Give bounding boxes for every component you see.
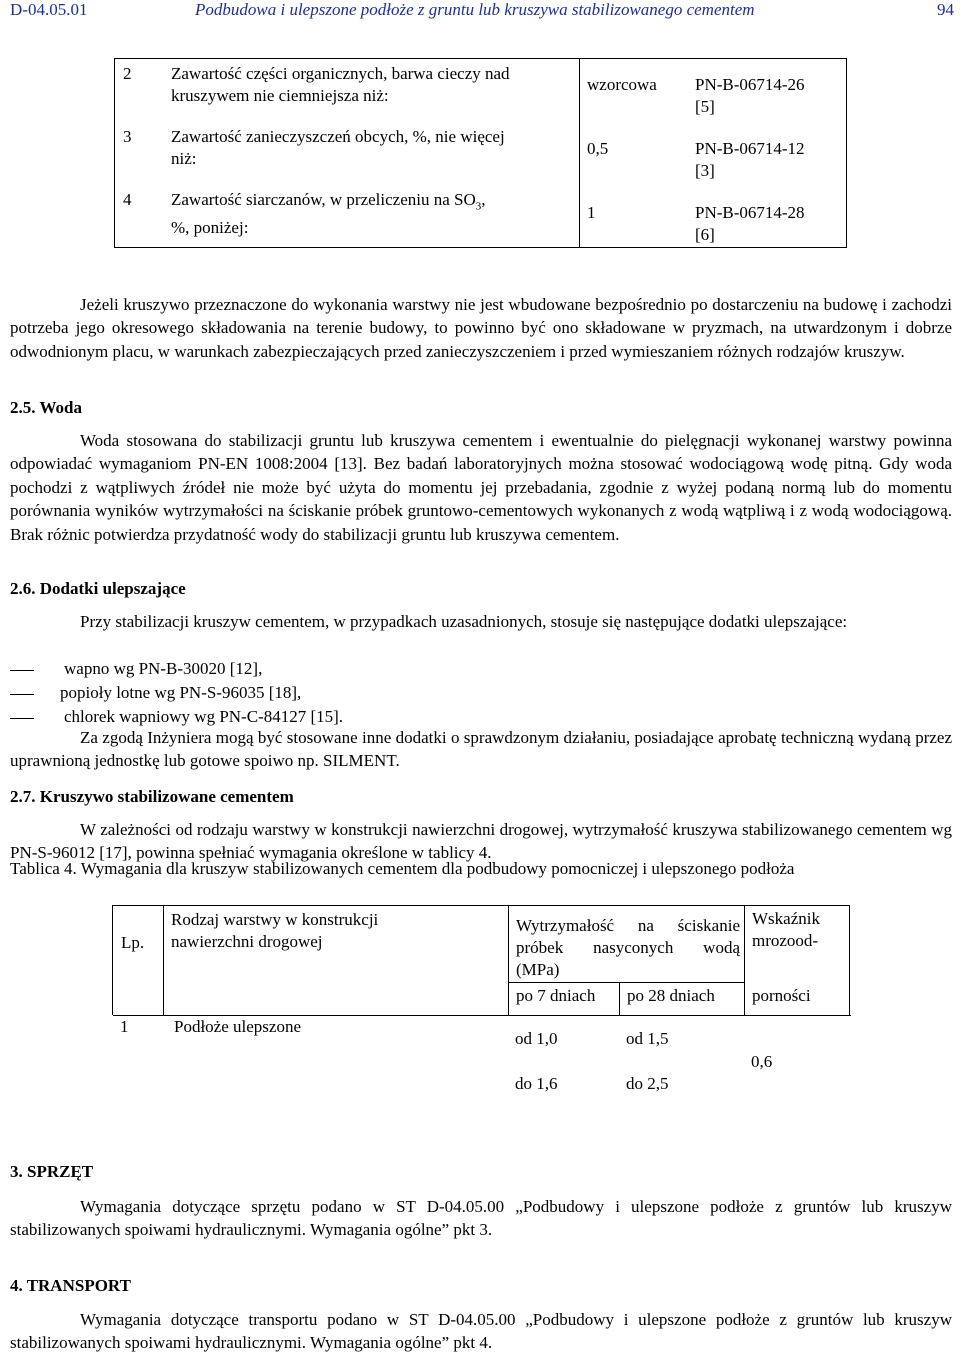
- row-lp: 4: [123, 190, 132, 209]
- section-heading-4: 4. TRANSPORT: [10, 1276, 131, 1295]
- section-heading-3: 3. SPRZĘT: [10, 1162, 94, 1181]
- spec-code: D-04.05.01: [10, 0, 88, 19]
- row-description: [171, 63, 571, 107]
- page-number: 94: [937, 0, 954, 19]
- desc-line: kruszywem nie ciemniejsza niż:: [171, 86, 389, 105]
- table-divider: [508, 906, 509, 1016]
- page-header: [10, 0, 954, 22]
- row-requirement: 0,5: [587, 139, 609, 158]
- header-lp: Lp.: [121, 933, 145, 952]
- row-layer: Podłoże ulepszone: [174, 1017, 301, 1036]
- row-lp: 1: [120, 1017, 129, 1036]
- list-item: wapno wg PN-B-30020 [12],: [10, 657, 262, 680]
- row-description: [171, 126, 571, 170]
- row-requirement: wzorcowa: [587, 75, 657, 94]
- section-heading-2-7: 2.7. Kruszywo stabilizowane cementem: [10, 787, 294, 806]
- section-heading-2-5: 2.5. Woda: [10, 398, 82, 417]
- list-item: chlorek wapniowy wg PN-C-84127 [15].: [10, 705, 343, 728]
- additives-outro: Za zgodą Inżyniera mogą być stosowane inne dodatki o sprawdzonym działaniu, posiadające aprobatę techniczną wydaną przez uprawnioną jednostkę lub gotowe spoiwo np. SILMENT.: [10, 728, 952, 771]
- row-norm: [695, 74, 805, 118]
- row-7-days-from: od 1,0: [515, 1029, 558, 1048]
- strength-table-body: [112, 1015, 850, 1115]
- norm-line: PN-B-06714-12: [695, 139, 805, 158]
- norm-line: PN-B-06714-26: [695, 75, 805, 94]
- desc-line: Zawartość części organicznych, barwa cieczy nad: [171, 64, 510, 83]
- row-description: [171, 189, 571, 239]
- equipment-paragraph: Wymagania dotyczące sprzętu podano w ST D-04.05.00 „Podbudowy i ulepszone podłoże z gruntów lub kruszyw stabilizowanych spoiwami hydraulicznymi. Wymagania ogólne” pkt 3.: [10, 1197, 952, 1240]
- header-strength: Wytrzymałość na ściskanie próbek nasyconych wodą (MPa): [516, 916, 740, 979]
- table-divider: [579, 59, 580, 247]
- row-7-days-to: do 1,6: [515, 1074, 558, 1093]
- strength-table-header: [112, 905, 850, 1015]
- norm-line: [5]: [695, 97, 715, 116]
- header-frost-end: porności: [752, 986, 811, 1005]
- table-divider: [163, 906, 164, 1016]
- norm-line: [6]: [695, 225, 715, 244]
- requirements-table-continued: [114, 58, 847, 248]
- row-requirement: 1: [587, 203, 596, 222]
- desc-line: niż:: [171, 149, 197, 168]
- row-norm: [695, 138, 805, 182]
- desc-line: Zawartość zanieczyszczeń obcych, %, nie więcej: [171, 127, 505, 146]
- norm-line: [3]: [695, 161, 715, 180]
- table-divider: [508, 982, 744, 983]
- spec-title: Podbudowa i ulepszone podłoże z gruntu lub kruszywa stabilizowanego cementem: [195, 0, 755, 19]
- additives-intro: Przy stabilizacji kruszyw cementem, w przypadkach uzasadnionych, stosuje się następujące dodatki ulepszające:: [80, 612, 848, 631]
- desc-line: %, poniżej:: [171, 218, 249, 238]
- water-paragraph: Woda stosowana do stabilizacji gruntu lub kruszywa cementem i ewentualnie do pielęgnacji wykonanej warstwy powinna odpowiadać wymaganiom PN-EN 1008:2004 [13]. Bez badań laboratoryjnych można stosować wodociągową wodę pitną. Gdy woda pochodzi z wątpliwych źródeł nie może być użyta do momentu jej przebadania, zgodnie z wyżej podaną normą lub do momentu porównania wyników wytrzymałości na ściskanie próbek gruntowo-cementowych wykonanych z wodą wątpliwą i z wodą wodociągową. Brak różnic potwierdza przydatność wody do stabilizacji gruntu lub kruszywa cementem.: [10, 431, 952, 544]
- list-item: popioły lotne wg PN-S-96035 [18],: [10, 681, 301, 704]
- norm-line: PN-B-06714-28: [695, 203, 805, 222]
- aggregate-paragraph: W zależności od rodzaju warstwy w konstrukcji nawierzchni drogowej, wytrzymałość kruszywa stabilizowanego cementem wg PN-S-96012 [17], powinna spełniać wymagania określone w tablicy 4.: [10, 820, 952, 863]
- header-28-days: po 28 dniach: [627, 986, 715, 1005]
- row-28-days-from: od 1,5: [626, 1029, 669, 1048]
- transport-paragraph: Wymagania dotyczące transportu podano w ST D-04.05.00 „Podbudowy i ulepszone podłoże z gruntów lub kruszyw stabilizowanych spoiwami hydraulicznymi. Wymagania ogólne” pkt 4.: [10, 1310, 952, 1353]
- header-7-days: po 7 dniach: [516, 986, 596, 1005]
- table-divider: [744, 906, 745, 1016]
- row-norm: [695, 202, 805, 246]
- header-frost: Wskaźnik mrozood-: [752, 909, 820, 950]
- row-28-days-to: do 2,5: [626, 1074, 669, 1093]
- header-layer: Rodzaj warstwy w konstrukcji nawierzchni drogowej: [171, 910, 379, 951]
- table-caption: Tablica 4. Wymagania dla kruszyw stabilizowanych cementem dla podbudowy pomocniczej i ulepszonego podłoża: [10, 859, 795, 878]
- section-heading-2-6: 2.6. Dodatki ulepszające: [10, 579, 186, 598]
- row-lp: 3: [123, 127, 132, 146]
- row-frost: 0,6: [751, 1052, 773, 1071]
- row-lp: 2: [123, 64, 132, 83]
- desc-line: Zawartość siarczanów, w przeliczeniu na $SO_3$,: [171, 190, 486, 213]
- storage-paragraph: Jeżeli kruszywo przeznaczone do wykonania warstwy nie jest wbudowane bezpośrednio po dostarczeniu na budowę i zachodzi potrzeba jego okresowego składowania na terenie budowy, to powinno być ono składowane w pryzmach, na utwardzonym i dobrze odwodnionym placu, w warunkach zabezpieczających przed zanieczyszczeniem i przed wymieszaniem różnych rodzajów kruszyw.: [10, 295, 952, 361]
- table-divider: [619, 982, 620, 1016]
